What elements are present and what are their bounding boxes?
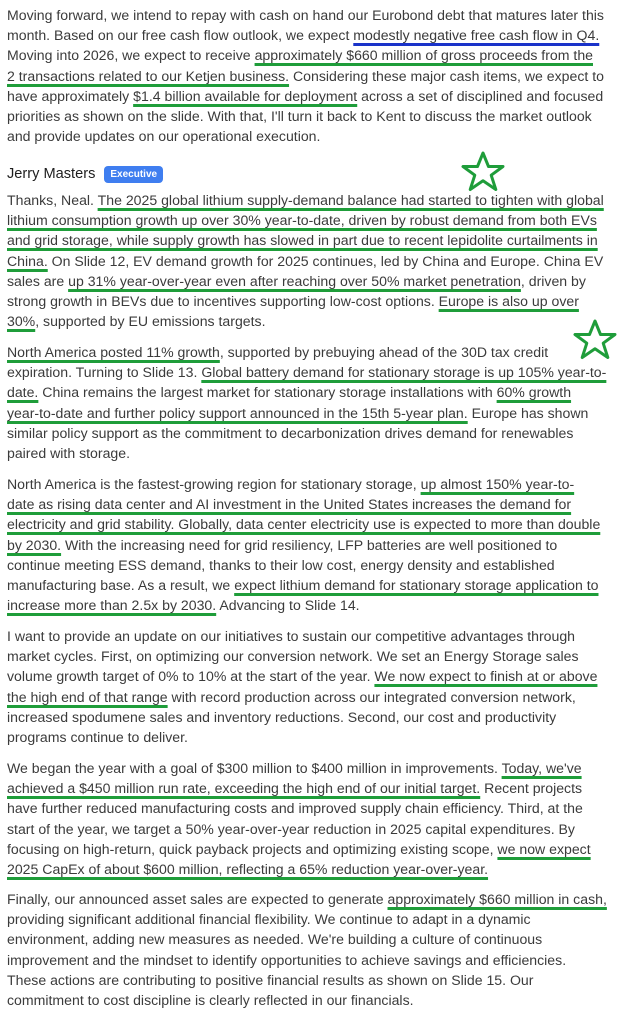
text-line xyxy=(7,707,619,727)
speaker-name: Jerry Masters xyxy=(7,166,96,182)
text-segment: across a set of disciplined and focused xyxy=(357,87,604,104)
text-segment: , driven by xyxy=(520,272,586,289)
text-segment: With the increasing need for grid resiliency, LFP batteries are well positioned to xyxy=(61,536,558,553)
green-underlined-highlight: increase more than 2.5x by 2030. xyxy=(7,597,217,614)
text-segment: and provide updates on our operational execution. xyxy=(7,128,321,145)
text-line xyxy=(7,514,619,534)
text-segment: China remains the largest market for stationary storage installations with xyxy=(38,384,497,401)
green-underlined-highlight: Today, we've xyxy=(501,760,582,776)
text-line xyxy=(7,291,619,311)
text-line xyxy=(7,474,619,494)
text-line xyxy=(7,666,619,686)
text-line xyxy=(7,929,619,949)
text-line xyxy=(7,190,619,210)
text-line xyxy=(7,575,619,595)
text-line xyxy=(7,5,619,25)
text-line xyxy=(7,106,619,126)
green-underlined-highlight: 2 transactions related to our Ketjen business. xyxy=(7,67,290,84)
text-segment: priorities as shown on the slide. With that, I'll turn it back to Kent to discuss the market outlook xyxy=(7,107,592,124)
paragraph-2 xyxy=(7,190,619,331)
green-underlined-highlight: China. xyxy=(7,252,48,269)
paragraph-4 xyxy=(7,474,619,615)
text-segment: Europe has shown xyxy=(467,404,589,421)
text-segment: Moving forward, we intend to repay with cash on hand our Eurobond debt that matures later this xyxy=(7,7,604,23)
green-underlined-highlight: We now expect to finish at or above xyxy=(374,668,598,685)
text-line xyxy=(7,403,619,423)
text-segment: I want to provide an update on our initiatives to sustain our competitive advantages through xyxy=(7,628,576,644)
green-underlined-highlight: by 2030. xyxy=(7,536,62,553)
text-line xyxy=(7,626,619,646)
green-underlined-highlight: lithium consumption growth up over 30% year-to-date, driven by robust demand from both EVs xyxy=(7,212,597,229)
text-line xyxy=(7,758,619,778)
text-line xyxy=(7,889,619,909)
text-line xyxy=(7,126,619,146)
green-underlined-highlight: North America posted 11% growth xyxy=(7,344,220,360)
text-segment: These actions are contributing to positive financial results as shown on Slide 15. Our xyxy=(7,971,534,988)
text-segment: programs continue to deliver. xyxy=(7,728,188,745)
text-line xyxy=(7,342,619,362)
green-underlined-highlight: electricity and grid stability. Globally, data center electricity use is expected to more than double xyxy=(7,516,601,533)
green-underlined-highlight: approximately $660 million in cash, xyxy=(387,891,607,907)
text-line xyxy=(7,535,619,555)
paragraph-7 xyxy=(7,889,619,1010)
green-underlined-highlight: we now expect xyxy=(497,840,591,857)
green-underlined-highlight: 30% xyxy=(7,313,36,330)
text-line xyxy=(7,727,619,747)
text-line xyxy=(7,819,619,839)
text-line xyxy=(7,990,619,1010)
green-underlined-highlight: The 2025 global lithium supply-demand balance had started to tighten with global xyxy=(97,192,604,208)
text-line xyxy=(7,25,619,45)
text-line xyxy=(7,230,619,250)
text-segment: Moving into 2026, we expect to receive xyxy=(7,47,255,64)
text-line xyxy=(7,382,619,402)
text-segment: Advancing to Slide 14. xyxy=(216,597,360,614)
text-line xyxy=(7,494,619,514)
text-segment: Recent projects xyxy=(480,780,583,797)
text-segment: Finally, our announced asset sales are expected to generate xyxy=(7,891,388,907)
green-underlined-highlight: Europe is also up over xyxy=(438,292,579,309)
text-segment: increased spodumene sales and inventory reductions. Second, our cost and productivity xyxy=(7,708,557,725)
green-underlined-highlight: achieved a $450 million run rate, exceeding the high end of our initial target. xyxy=(7,780,481,797)
green-underlined-highlight: expect lithium demand for stationary storage application to xyxy=(234,576,599,593)
text-segment: environment, adding new measures as needed. We're building a culture of continuous xyxy=(7,931,543,948)
text-line xyxy=(7,798,619,818)
text-segment: Thanks, Neal. xyxy=(7,192,98,208)
green-underlined-highlight: year-to-date and further policy support announced in the 15th 5-year plan. xyxy=(7,404,468,421)
text-line xyxy=(7,950,619,970)
green-underlined-highlight: Global battery demand for stationary storage is up 105% year-to- xyxy=(201,364,607,381)
text-line xyxy=(7,271,619,291)
text-segment: North America is the fastest-growing region for stationary storage, xyxy=(7,476,421,492)
text-line xyxy=(7,311,619,331)
green-underlined-highlight: up 31% year-over-year even after reaching over 50% market penetration xyxy=(68,272,521,289)
text-segment: , supported by prebuying ahead of the 30D tax credit xyxy=(219,344,549,360)
green-underlined-highlight: the high end of that range xyxy=(7,688,168,705)
text-line xyxy=(7,555,619,575)
green-underlined-highlight: date as rising data center and AI investment in the United States increases the demand for xyxy=(7,496,572,513)
text-line xyxy=(7,45,619,65)
text-segment: continue meeting ESS demand, thanks to their low cost, energy density and established xyxy=(7,556,555,573)
text-segment: start of the year, we target a 50% year-over-year reduction in 2025 capital expenditures. By xyxy=(7,820,575,837)
text-line xyxy=(7,362,619,382)
green-underlined-highlight: date. xyxy=(7,384,39,401)
paragraph-1 xyxy=(7,5,619,146)
green-underlined-highlight: and grid storage, while supply growth has slowed in part due to recent lepidolite curtailments in xyxy=(7,232,598,249)
text-line xyxy=(7,687,619,707)
text-line xyxy=(7,86,619,106)
paragraph-5 xyxy=(7,626,619,747)
text-line xyxy=(7,423,619,443)
text-line xyxy=(7,839,619,859)
text-segment: have further reduced manufacturing costs and improved supply chain efficiency. Third, at the xyxy=(7,800,583,817)
text-segment: providing significant additional financial flexibility. We continue to adapt in a dynamic xyxy=(7,911,531,928)
speaker-header xyxy=(7,163,163,185)
green-underlined-highlight: $1.4 billion available for deployment xyxy=(133,87,358,104)
text-segment: strong growth in BEVs due to incentives supporting low-cost options. xyxy=(7,292,439,309)
text-line xyxy=(7,251,619,271)
text-line xyxy=(7,595,619,615)
text-segment: expiration. Turning to Slide 13. xyxy=(7,364,202,381)
executive-badge: Executive xyxy=(104,166,163,183)
text-segment: focusing on high-return, quick payback projects and optimizing existing scope, xyxy=(7,840,498,857)
text-segment: manufacturing base. As a result, we xyxy=(7,576,235,593)
text-segment: We began the year with a goal of $300 million to $400 million in improvements. xyxy=(7,760,502,776)
text-segment: sales are xyxy=(7,272,69,289)
text-segment: On Slide 12, EV demand growth for 2025 continues, led by China and Europe. China EV xyxy=(47,252,604,269)
text-segment: have approximately xyxy=(7,87,134,104)
text-segment: Considering these major cash items, we expect to xyxy=(289,67,604,84)
text-line xyxy=(7,646,619,666)
star-icon xyxy=(459,150,507,194)
text-segment: market cycles. First, on optimizing our conversion network. We set an Energy Storage sales xyxy=(7,648,579,665)
text-segment: paired with storage. xyxy=(7,444,130,461)
text-line xyxy=(7,909,619,929)
paragraph-3 xyxy=(7,342,619,463)
text-line xyxy=(7,66,619,86)
text-segment: improvement and the mindset to identify opportunities to achieve savings and efficiencies. xyxy=(7,951,567,968)
text-segment: month. Based on our free cash flow outlook, we expect xyxy=(7,27,354,44)
text-line xyxy=(7,970,619,990)
green-underlined-highlight: 2025 CapEx of about $600 million, reflecting a 65% reduction year-over-year. xyxy=(7,860,489,877)
green-underlined-highlight: up almost 150% year-to- xyxy=(420,476,575,492)
green-underlined-highlight: 60% growth xyxy=(496,384,572,401)
paragraph-6 xyxy=(7,758,619,879)
text-segment: , supported by EU emissions targets. xyxy=(35,313,266,330)
text-line xyxy=(7,778,619,798)
text-segment: commitment to cost discipline is clearly reflected in our financials. xyxy=(7,991,414,1008)
text-line xyxy=(7,443,619,463)
blue-underlined-highlight: modestly negative free cash flow in Q4. xyxy=(353,27,600,44)
text-segment: with record production across our integrated conversion network, xyxy=(167,688,576,705)
green-underlined-highlight: approximately $660 million of gross proceeds from the xyxy=(254,47,593,64)
text-segment: similar policy support as the commitment to decarbonization drives demand for renewables xyxy=(7,424,574,441)
text-segment: volume growth target of 0% to 10% at the start of the year. xyxy=(7,668,375,685)
text-line xyxy=(7,210,619,230)
text-line xyxy=(7,859,619,879)
